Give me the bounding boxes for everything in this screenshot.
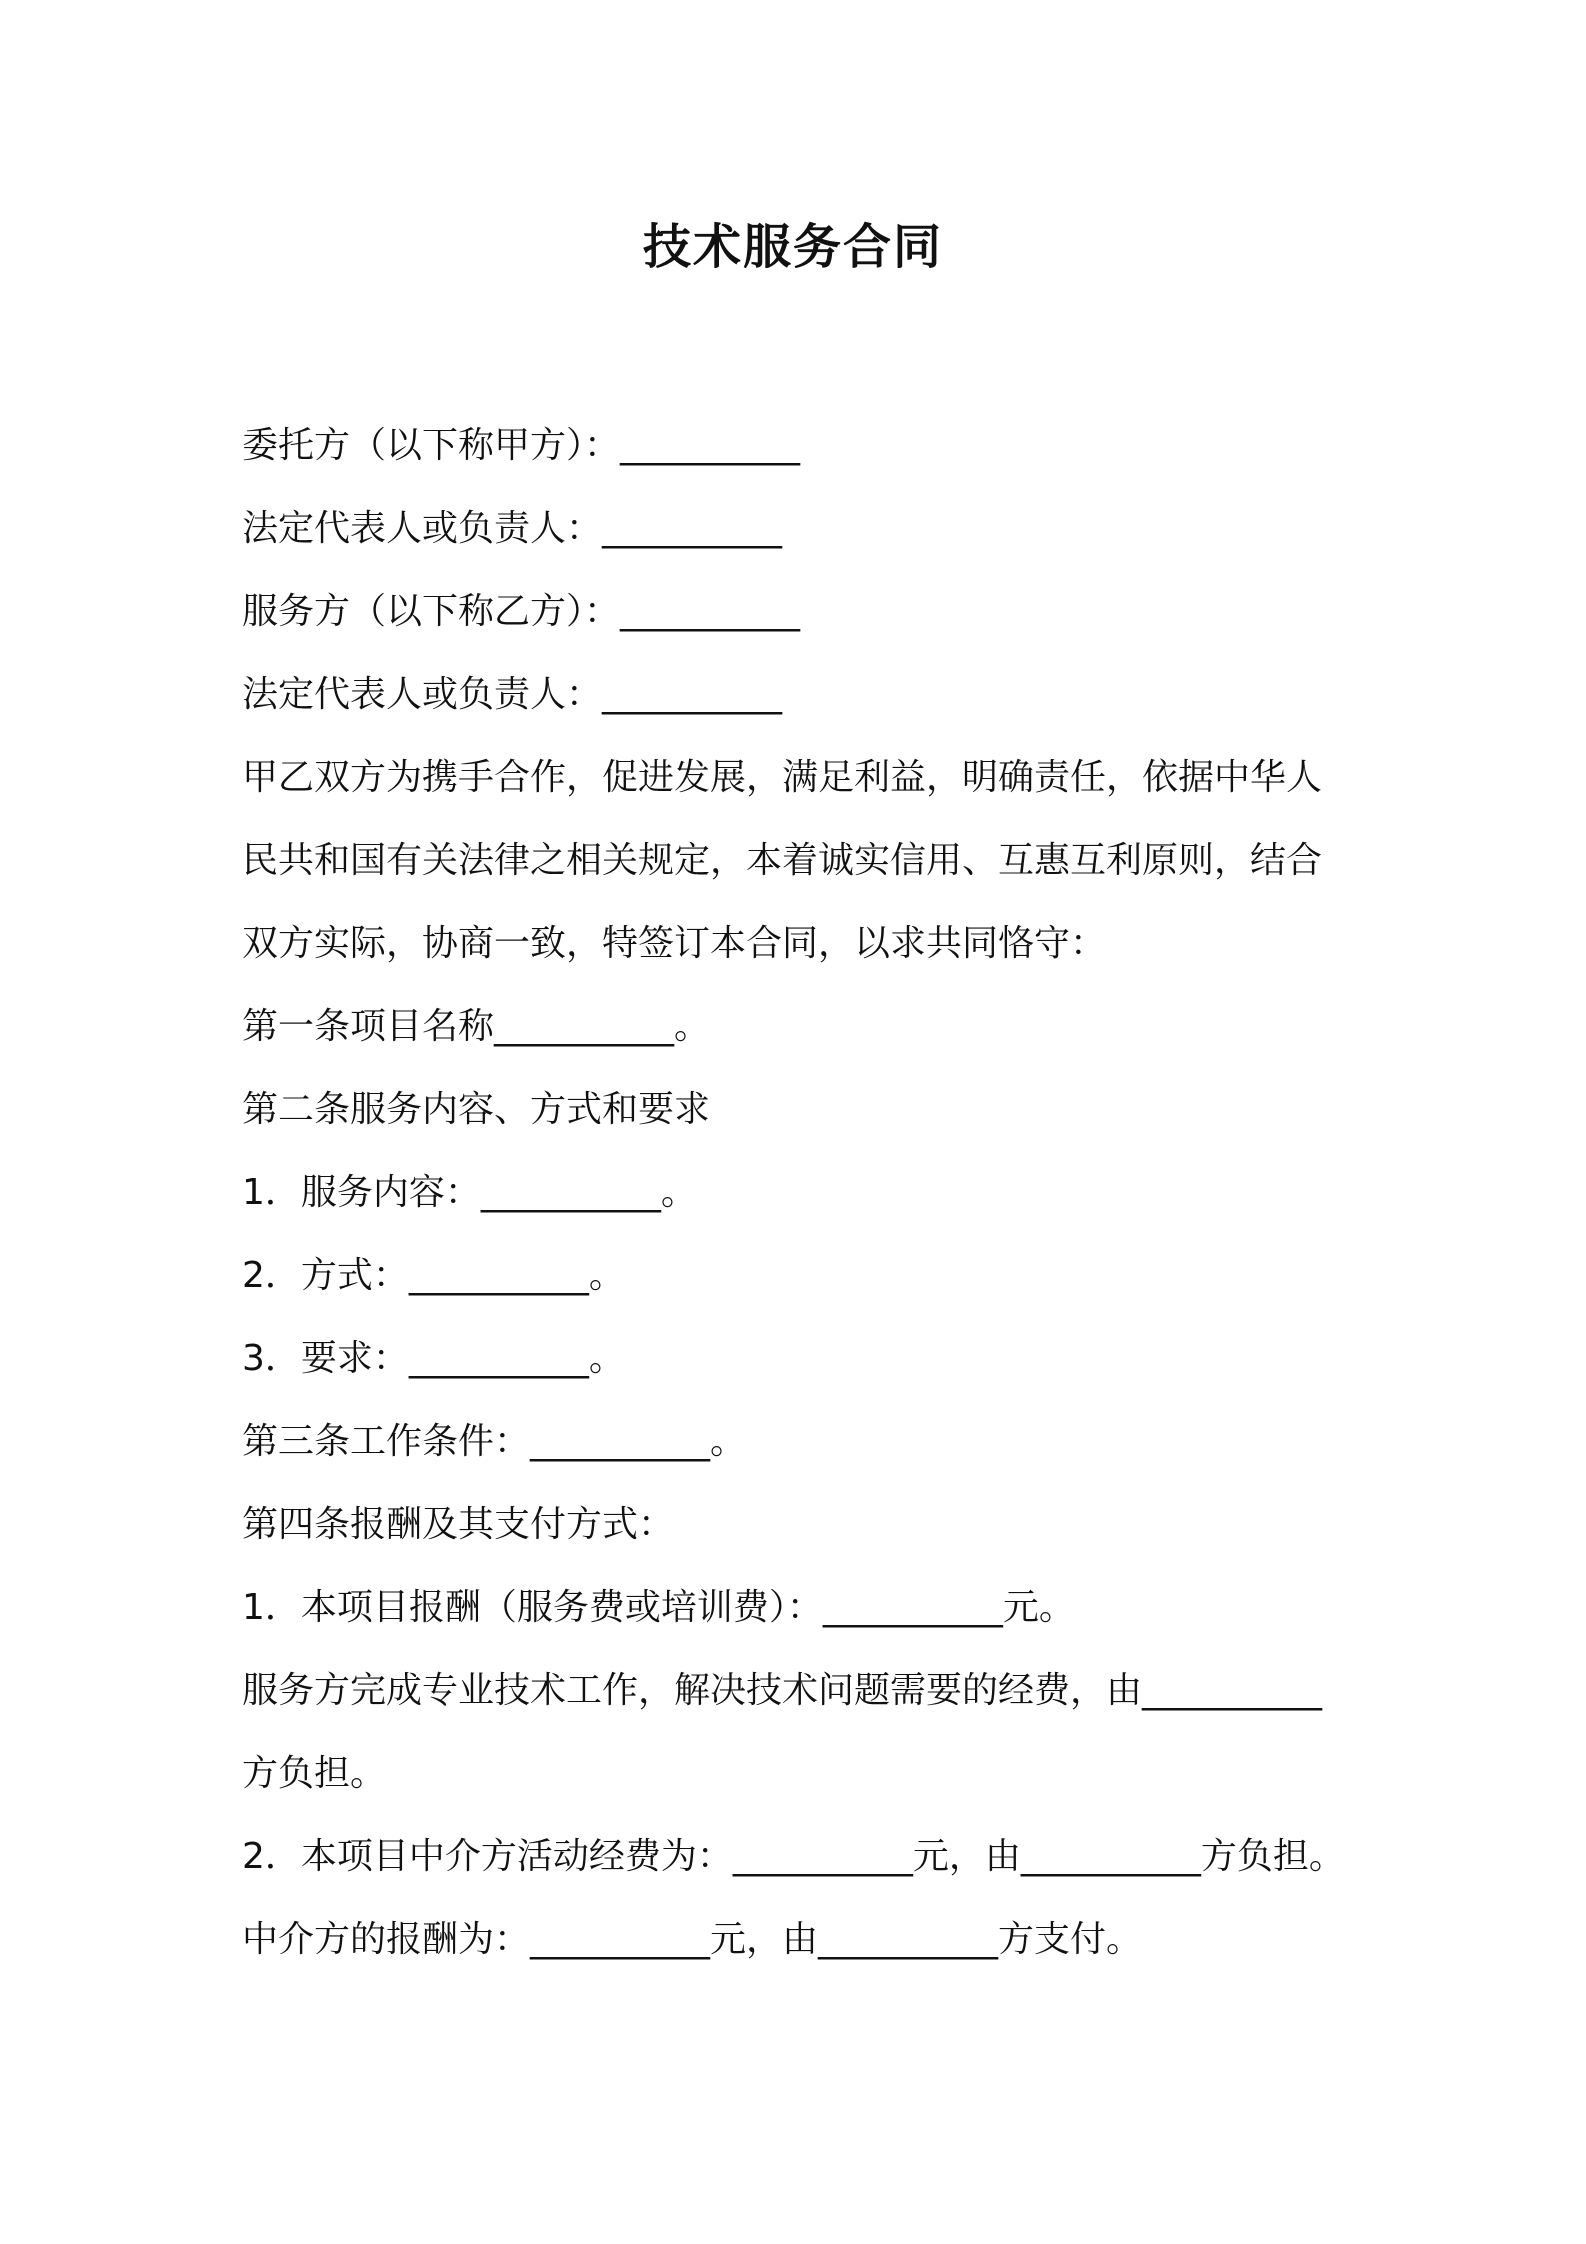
article-2-item-3: 3．要求：__________。	[242, 1338, 625, 1379]
article-1-project-name: 第一条项目名称__________。	[242, 1006, 711, 1047]
article-4-heading: 第四条报酬及其支付方式：	[242, 1504, 675, 1545]
document-title: 技术服务合同	[642, 219, 943, 275]
intermediary-fee-line: 中介方的报酬为：__________元，由__________方支付。	[242, 1919, 1143, 1960]
article-4-item-1: 1．本项目报酬（服务费或培训费）：__________元。	[242, 1587, 1075, 1628]
article-4-item-2: 2．本项目中介方活动经费为：__________元，由__________方负担。	[242, 1836, 1345, 1877]
preamble-line-1: 甲乙双方为携手合作，促进发展，满足利益，明确责任，依据中华人	[242, 757, 1323, 798]
article-4-funding-line-2: 方负担。	[242, 1753, 387, 1794]
document-body	[242, 404, 1362, 1981]
preamble-line-2: 民共和国有关法律之相关规定，本着诚实信用、互惠互利原则，结合	[242, 840, 1323, 881]
article-3-work-conditions: 第三条工作条件：__________。	[242, 1421, 747, 1462]
article-4-funding-line-1: 服务方完成专业技术工作，解决技术问题需要的经费，由__________	[242, 1670, 1323, 1711]
preamble-line-3: 双方实际，协商一致，特签订本合同，以求共同恪守：	[242, 923, 1107, 964]
article-2-item-2: 2．方式：__________。	[242, 1255, 625, 1296]
client-party-line: 委托方（以下称甲方）：__________	[242, 425, 801, 466]
provider-representative-line: 法定代表人或负责人：__________	[242, 674, 783, 715]
article-2-item-1: 1．服务内容：__________。	[242, 1172, 697, 1213]
provider-party-line: 服务方（以下称乙方）：__________	[242, 591, 801, 632]
article-2-heading: 第二条服务内容、方式和要求	[242, 1089, 711, 1130]
client-representative-line: 法定代表人或负责人：__________	[242, 508, 783, 549]
